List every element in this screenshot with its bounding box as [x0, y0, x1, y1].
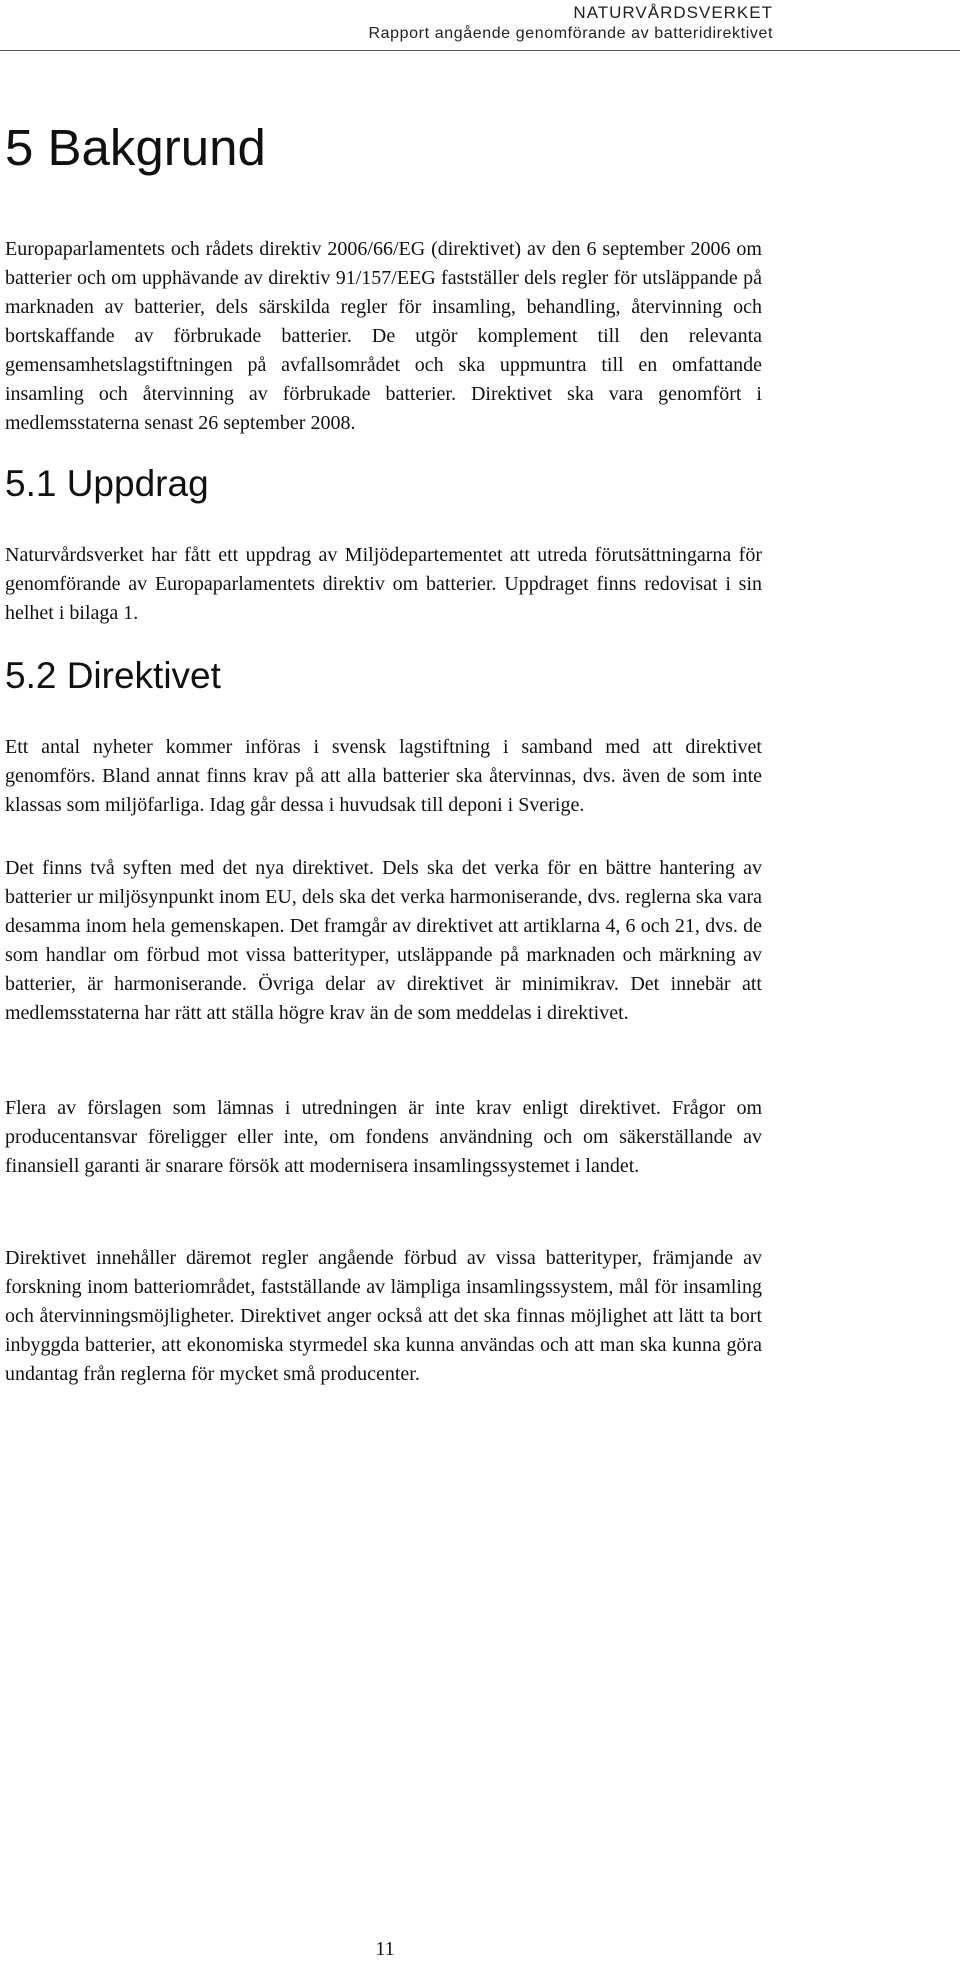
page-number: 11 — [375, 1938, 395, 1960]
uppdrag-paragraph: Naturvårdsverket har fått ett uppdrag av Miljödepartementet att utreda förutsättningarna för genomförande av Europaparlamentets direktiv om batterier. Uppdraget finns redovisat i sin helhet i bilaga 1. — [5, 544, 762, 624]
direktivet-paragraph-1: Ett antal nyheter kommer införas i svensk lagstiftning i samband med att direktivet genomförs. Bland annat finns krav på att alla batterier ska återvinnas, dvs. även de som inte klassas som miljöfarliga. Idag går dessa i huvudsak till deponi i Sverige. — [5, 736, 762, 816]
chapter-heading: 5 Bakgrund — [5, 119, 266, 176]
header-divider — [0, 50, 960, 51]
header-report-title: Rapport angående genomförande av batteridirektivet — [368, 25, 773, 42]
section-heading-direktivet: 5.2 Direktivet — [5, 655, 221, 696]
direktivet-paragraph-4: Direktivet innehåller däremot regler angående förbud av vissa batterityper, främjande av forskning inom batteriområdet, fastställande av lämpliga insamlingssystem, mål för insamling och återvinningsmöjligheter. Direktivet anger också att det ska finnas möjlighet att lätt ta bort inbyggda batterier, att ekonomiska styrmedel ska kunna användas och att man ska kunna göra undantag från reglerna för mycket små producenter. — [5, 1247, 762, 1385]
direktivet-paragraph-3: Flera av förslagen som lämnas i utredningen är inte krav enligt direktivet. Frågor om producentansvar föreligger eller inte, om fondens användning och om säkerställande av finansiell garanti är snarare försök att modernisera insamlingssystemet i landet. — [5, 1097, 762, 1177]
chapter-intro-paragraph: Europaparlamentets och rådets direktiv 2006/66/EG (direktivet) av den 6 september 2006 om batterier och om upphävande av direktiv 91/157/EEG fastställer dels regler för utsläppande på marknaden av batterier, dels särskilda regler för insamling, behandling, återvinning och bortskaffande av förbrukade batterier. De utgör komplement till den relevanta gemensamhetslagstiftningen på avfallsområdet och ska uppmuntra till en omfattande insamling och återvinning av förbrukade batterier. Direktivet ska vara genomfört i medlemsstaterna senast 26 september 2008. — [5, 238, 762, 434]
section-heading-uppdrag: 5.1 Uppdrag — [5, 463, 209, 504]
header-organization: NATURVÅRDSVERKET — [573, 3, 773, 22]
direktivet-paragraph-2: Det finns två syften med det nya direktivet. Dels ska det verka för en bättre hantering av batterier ur miljösynpunkt inom EU, dels ska det verka harmoniserande, dvs. reglerna ska vara desamma inom hela gemenskapen. Det framgår av direktivet att artiklarna 4, 6 och 21, dvs. de som handlar om förbud mot vissa batterityper, utsläppande på marknaden och märkning av batterier, är harmoniserande. Övriga delar av direktivet är minimikrav. Det innebär att medlemsstaterna har rätt att ställa högre krav än de som meddelas i direktivet. — [5, 857, 762, 1024]
page-header — [369, 2, 773, 44]
